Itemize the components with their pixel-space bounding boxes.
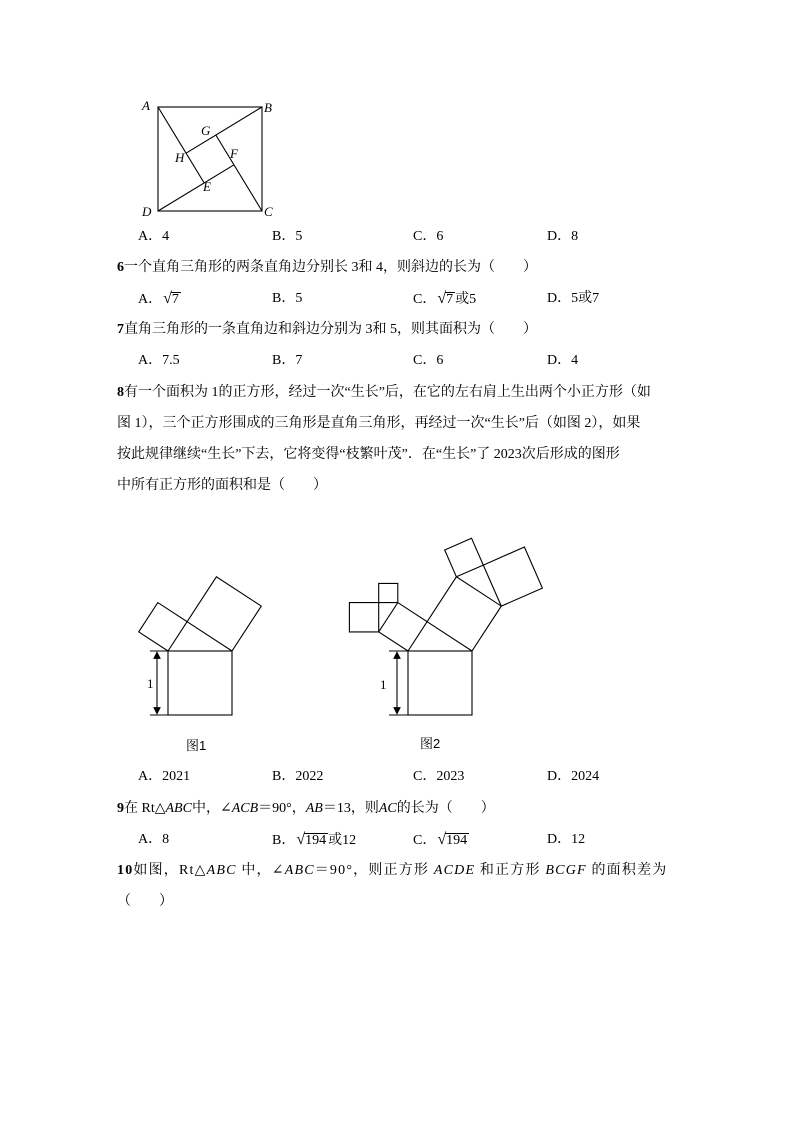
fig2-growth-right-left-square xyxy=(445,538,484,577)
growth-figure-2 xyxy=(349,538,542,715)
fig2-growth-left-right-square xyxy=(379,583,398,602)
q9-seg-0: 在 Rt△ xyxy=(124,801,166,816)
vertex-label-g: G xyxy=(201,123,211,138)
q10-number: 10 xyxy=(117,863,134,878)
q10-seg-4: ＝90°，则正方形 xyxy=(314,863,434,878)
q9-seg-1: ABC xyxy=(165,801,192,816)
sqrt-symbol: √ xyxy=(296,831,306,848)
q5-option-b: B．5 xyxy=(272,229,303,244)
q6-number: 6 xyxy=(117,260,124,275)
q10-seg-0: 如图，Rt△ xyxy=(133,863,207,878)
q6-option-c xyxy=(413,290,476,309)
q6-options xyxy=(0,290,794,308)
vertex-label-d: D xyxy=(142,204,152,219)
vertex-label-f: F xyxy=(230,146,238,161)
vertex-label-e: E xyxy=(203,179,211,194)
q8-option-b: B．2022 xyxy=(272,769,324,784)
segment-c-g xyxy=(216,135,262,211)
fig2-growth-squares xyxy=(349,538,542,651)
sqrt-symbol: √ xyxy=(163,290,172,307)
fig2-growth-left-left-square xyxy=(349,603,378,632)
fig2-growth-right-right-square xyxy=(483,547,542,606)
vertex-label-h: H xyxy=(175,150,185,165)
sqrt-symbol: √ xyxy=(437,831,447,848)
q10-seg-7: BCGF xyxy=(545,863,587,878)
q9-options xyxy=(0,831,794,849)
fig1-growth-left-square xyxy=(139,603,187,651)
q9-seg-2: 中，∠ xyxy=(191,801,232,816)
q10-seg-8: 的面积差为 xyxy=(586,863,668,878)
q9-stem xyxy=(117,800,495,818)
q10-seg-1: ABC xyxy=(206,863,237,878)
growth-figure-1 xyxy=(139,577,262,715)
q9-seg-7: AC xyxy=(378,801,397,816)
q8-stem-line-2: 图 1），三个正方形围成的三角形是直角三角形，再经过一次“生长”后（如图 2），如果 xyxy=(117,416,641,431)
q6-text: 一个直角三角形的两条直角边分别长 3和 4，则斜边的长为（ ） xyxy=(124,260,537,275)
q9-option-a: A．8 xyxy=(138,832,170,847)
q8-number: 8 xyxy=(117,385,124,400)
q8-option-a: A．2021 xyxy=(138,769,191,784)
q8-option-c: C．2023 xyxy=(413,769,465,784)
q7-number: 7 xyxy=(117,322,124,337)
q7-stem xyxy=(117,321,537,339)
q7-text: 直角三角形的一条直角边和斜边分别为 3和 5，则其面积为（ ） xyxy=(124,322,537,337)
q6-option-a-prefix: A． xyxy=(138,292,163,307)
fig2-side-label: 1 xyxy=(380,677,387,692)
q9-option-b xyxy=(272,831,356,850)
q10-seg-5: ACDE xyxy=(433,863,476,878)
q8-text-line-1: 有一个面积为 1的正方形，经过一次“生长”后，在它的左右肩上生出两个小正方形（如 xyxy=(124,385,651,400)
q6-option-a-radicand: 7 xyxy=(171,292,179,307)
fig2-caption: 图2 xyxy=(420,736,441,751)
fig1-base-square xyxy=(168,651,232,715)
zhaoshuang-labels xyxy=(141,98,273,219)
q10-stem xyxy=(117,862,667,880)
q9-option-c xyxy=(413,831,469,850)
vertex-label-a: A xyxy=(142,98,150,113)
q9-option-c-prefix: C． xyxy=(413,833,437,848)
q9-seg-4: ＝90°， xyxy=(258,801,306,816)
q10-seg-2: 中，∠ xyxy=(236,863,285,878)
q6-stem xyxy=(117,259,537,277)
q5-options xyxy=(0,228,794,246)
q8-options xyxy=(0,768,794,786)
q10-answer-blank: （ ） xyxy=(117,894,173,909)
q9-option-d: D．12 xyxy=(547,832,586,847)
vertex-label-b: B xyxy=(264,100,272,115)
q6-option-a xyxy=(138,290,181,309)
fig2-growth-right-square xyxy=(427,577,501,651)
segment-b-h xyxy=(186,107,262,153)
fig2-growth-left-square xyxy=(379,603,427,651)
q9-option-c-radicand: 194 xyxy=(446,833,468,848)
q6-option-d: D．5或7 xyxy=(547,291,600,306)
q7-options xyxy=(0,352,794,370)
q10-seg-3: ABC xyxy=(284,863,315,878)
fig1-growth-squares xyxy=(139,577,262,651)
vertex-label-c: C xyxy=(264,204,273,219)
q5-option-c: C．6 xyxy=(413,229,444,244)
q9-seg-8: 的长为（ ） xyxy=(396,801,495,816)
fig1-growth-right-square xyxy=(187,577,261,651)
q7-option-c: C．6 xyxy=(413,353,444,368)
q6-option-b: B．5 xyxy=(272,291,303,306)
q8-stem-line-1 xyxy=(117,384,651,402)
segment-a-e xyxy=(158,107,204,183)
fig2-base-square xyxy=(408,651,472,715)
q7-option-d: D．4 xyxy=(547,353,579,368)
q5-option-d: D．8 xyxy=(547,229,579,244)
q10-seg-6: 和正方形 xyxy=(475,863,546,878)
q6-option-c-prefix: C． xyxy=(413,292,437,307)
q9-seg-5: AB xyxy=(305,801,323,816)
q9-option-b-radicand: 194 xyxy=(305,833,327,848)
q8-stem-line-4: 中所有正方形的面积和是（ ） xyxy=(117,478,327,493)
q7-option-a: A．7.5 xyxy=(138,353,180,368)
q6-option-c-suffix: 或5 xyxy=(455,292,477,307)
q8-option-d: D．2024 xyxy=(547,769,600,784)
fig1-side-label: 1 xyxy=(147,676,154,691)
q9-number: 9 xyxy=(117,801,124,816)
q9-seg-6: ＝13，则 xyxy=(322,801,379,816)
fig1-caption: 图1 xyxy=(186,738,207,753)
q9-option-b-prefix: B． xyxy=(272,833,296,848)
q9-option-b-suffix: 或12 xyxy=(328,833,357,848)
q8-stem-line-3: 按此规律继续“生长”下去，它将变得“枝繁叶茂”．在“生长”了 2023次后形成的图形 xyxy=(117,447,620,462)
segment-d-f xyxy=(158,165,234,211)
sqrt-symbol: √ xyxy=(437,290,447,307)
q5-option-a: A．4 xyxy=(138,229,170,244)
q9-seg-3: ACB xyxy=(231,801,259,816)
q7-option-b: B．7 xyxy=(272,353,303,368)
q6-option-c-radicand: 7 xyxy=(446,292,454,307)
